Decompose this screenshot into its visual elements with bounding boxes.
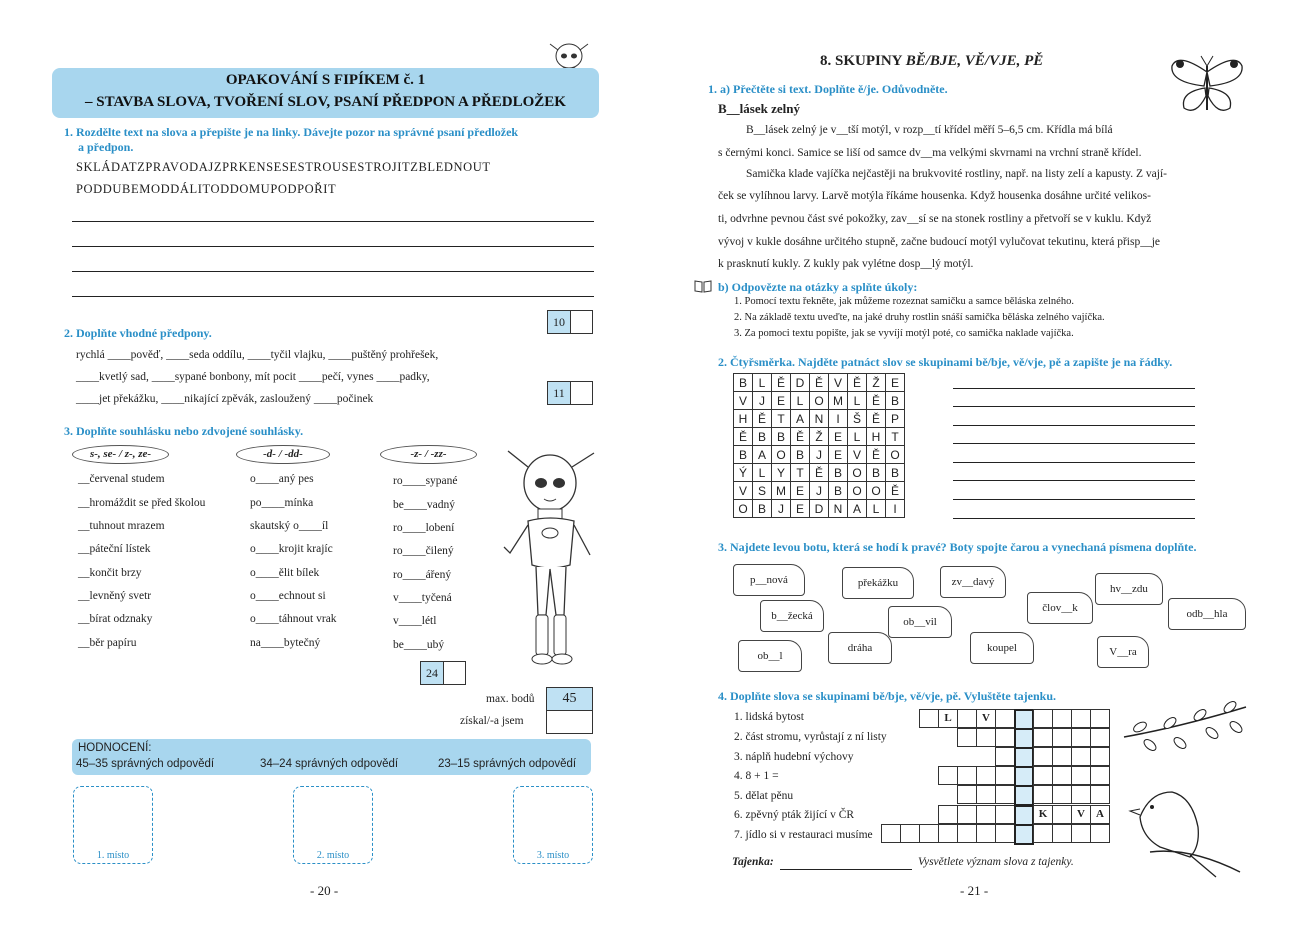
crossword-cell[interactable] <box>1071 785 1091 804</box>
answer-line[interactable] <box>72 246 594 247</box>
grid-cell[interactable]: O <box>734 500 753 518</box>
crossword-cell[interactable] <box>938 766 958 785</box>
grid-cell[interactable]: Ž <box>867 374 886 392</box>
task3-label: 3. Najdete levou botu, která se hodí k pravé? Boty spojte čarou a vynechaná písmena doplňte. <box>718 540 1197 554</box>
crossword-cell[interactable] <box>919 824 939 843</box>
task1b-label: b) Odpovězte na otázky a splňte úkoly: <box>718 280 918 294</box>
grid-cell[interactable]: Ě <box>867 410 886 428</box>
title-plain: 8. SKUPINY <box>820 53 906 69</box>
list-item: ro____lobení <box>393 522 455 534</box>
crossword-cell[interactable] <box>1090 824 1110 843</box>
paragraph-line: ček se vylíhnou larvy. Larvě motýla říkáme housenka. Když housenka dosáhne určité velikos- <box>718 190 1151 202</box>
crossword-cell[interactable] <box>957 824 977 843</box>
question-item: 2. Na základě textu uveďte, na jaké druhy rostlin snáší samička běláska zelného vajíčka. <box>734 312 1105 323</box>
shoe-card[interactable]: b__žecká <box>760 600 824 632</box>
paragraph-line: vývoj v kukle dosáhne určitého stupně, začne budoucí motýl vylučovat tekutinu, která přisp__je <box>718 236 1161 248</box>
tajenka-cell[interactable] <box>1014 785 1034 806</box>
tajenka-cell[interactable] <box>1014 747 1034 768</box>
grid-cell[interactable]: L <box>848 428 867 446</box>
earned-points-label: získal/-a jsem <box>460 715 524 727</box>
grid-cell[interactable]: Ě <box>772 374 791 392</box>
tajenka-cell[interactable] <box>1014 709 1034 730</box>
rule-pill: -d- / -dd- <box>236 445 330 464</box>
crossword-cell[interactable] <box>1090 785 1110 804</box>
grid-cell[interactable]: O <box>810 392 829 410</box>
place-label: 1. místo <box>96 850 130 861</box>
place-box-1[interactable] <box>73 786 153 864</box>
list-item: __levněný svetr <box>78 590 152 602</box>
grid-row <box>734 392 905 410</box>
task3-label: 3. Doplňte souhlásku nebo zdvojené souhlásky. <box>64 424 304 438</box>
shoe-card[interactable]: koupel <box>970 632 1034 664</box>
crossword-cell[interactable] <box>976 728 996 747</box>
list-item: o____ělit bílek <box>250 567 320 579</box>
grid-row <box>734 410 905 428</box>
grid-cell[interactable]: A <box>848 500 867 518</box>
crossword-cell[interactable] <box>1033 709 1053 728</box>
crossword-cell[interactable] <box>976 766 996 785</box>
crossword-cell[interactable] <box>1090 709 1110 728</box>
crossword-cell[interactable] <box>957 709 977 728</box>
grid-cell[interactable]: N <box>810 410 829 428</box>
list-item: ro____ářený <box>393 569 452 581</box>
crossword-cell[interactable] <box>957 766 977 785</box>
grid-cell[interactable]: B <box>734 374 753 392</box>
answer-line[interactable] <box>72 296 594 297</box>
grid-cell[interactable]: B <box>791 446 810 464</box>
grid-cell[interactable]: M <box>772 482 791 500</box>
shoe-card[interactable]: ob__vil <box>888 606 952 638</box>
grid-cell[interactable]: Ě <box>734 428 753 446</box>
grid-cell[interactable]: B <box>867 464 886 482</box>
grid-cell[interactable]: T <box>791 464 810 482</box>
rule-pill: -z- / -zz- <box>380 445 477 464</box>
crossword-cell[interactable] <box>995 785 1015 804</box>
task2-score-box <box>547 381 593 405</box>
crossword-cell[interactable] <box>1033 747 1053 766</box>
grid-cell[interactable]: A <box>791 410 810 428</box>
grid-cell[interactable]: B <box>753 428 772 446</box>
crossword-cell[interactable] <box>957 785 977 804</box>
place-box-3[interactable] <box>513 786 593 864</box>
evaluation-item: 34–24 správných odpovědí <box>260 758 399 770</box>
shoe-card[interactable]: člov__k <box>1027 592 1093 624</box>
crossword-cell[interactable] <box>957 805 977 824</box>
bird-on-branch-icon <box>1120 697 1250 882</box>
task2-score: 11 <box>548 382 571 404</box>
evaluation-item: 23–15 správných odpovědí <box>438 758 577 770</box>
place-box-2[interactable] <box>293 786 373 864</box>
clue-item: 6. zpěvný pták žijící v ČR <box>734 809 855 821</box>
grid-cell[interactable]: V <box>734 482 753 500</box>
grid-cell[interactable]: V <box>848 446 867 464</box>
crossword-cell[interactable] <box>1052 805 1072 824</box>
crossword-cell[interactable] <box>1033 766 1053 785</box>
task1-label: 1. Rozdělte text na slova a přepište je na linky. Dávejte pozor na správné psaní předložek <box>64 125 519 139</box>
crossword-cell-letter: K <box>1033 805 1053 824</box>
shoe-card[interactable]: zv__davý <box>940 566 1006 598</box>
list-item: __běr papíru <box>78 637 137 649</box>
list-item: __končit brzy <box>78 567 142 579</box>
grid-cell[interactable]: E <box>829 446 848 464</box>
clue-item: 3. náplň hudební výchovy <box>734 751 854 763</box>
grid-cell[interactable]: O <box>772 446 791 464</box>
evaluation-title: HODNOCENÍ: <box>78 742 152 754</box>
grid-cell[interactable]: E <box>886 374 905 392</box>
crossword-cell[interactable] <box>1071 709 1091 728</box>
grid-cell[interactable]: E <box>791 482 810 500</box>
answer-line[interactable] <box>953 480 1195 481</box>
crossword-cell[interactable] <box>1071 728 1091 747</box>
paragraph-line: s černými konci. Samice se liší od samce dv__ma velkými skvrnami na vrchní straně křídel. <box>718 147 1142 159</box>
answer-line[interactable] <box>72 221 594 222</box>
tajenka-label: Tajenka: <box>732 856 774 868</box>
grid-cell[interactable]: O <box>848 482 867 500</box>
fipik-figure-icon <box>498 445 608 670</box>
grid-cell[interactable]: O <box>886 446 905 464</box>
crossword-cell[interactable] <box>1052 824 1072 843</box>
grid-cell[interactable]: L <box>753 464 772 482</box>
tajenka-hint: Vysvětlete význam slova z tajenky. <box>918 856 1074 868</box>
crossword-cell[interactable] <box>995 824 1015 843</box>
task2-label: 2. Čtyřsměrka. Najděte patnáct slov se skupinami bě/bje, vě/vje, pě a zapište je na řádky. <box>718 355 1173 369</box>
crossword-cell[interactable] <box>1090 747 1110 766</box>
crossword-cell[interactable] <box>957 728 977 747</box>
grid-cell[interactable]: Ě <box>753 410 772 428</box>
max-points-label: max. bodů <box>486 693 535 705</box>
shoe-card[interactable]: překážku <box>842 567 914 599</box>
grid-row <box>734 428 905 446</box>
crossword-cell[interactable] <box>1033 728 1053 747</box>
grid-cell[interactable]: Ý <box>734 464 753 482</box>
grid-cell[interactable]: B <box>886 392 905 410</box>
list-item: o____echnout si <box>250 590 326 602</box>
grid-cell[interactable]: B <box>829 464 848 482</box>
clue-item: 7. jídlo si v restauraci musíme <box>734 829 873 841</box>
list-item: na____bytečný <box>250 637 321 649</box>
grid-cell[interactable]: P <box>886 410 905 428</box>
answer-line[interactable] <box>953 406 1195 407</box>
shoe-card[interactable]: p__nová <box>733 564 805 596</box>
task1-text-line2: PODDUBEMODDÁLITODDOMUPODPOŘIT <box>76 182 337 196</box>
list-item: __hromáždit se před školou <box>78 497 206 509</box>
crossword-cell[interactable] <box>1071 766 1091 785</box>
tajenka-cell[interactable] <box>1014 805 1034 826</box>
page-title <box>820 53 1043 70</box>
grid-cell[interactable]: E <box>772 392 791 410</box>
answer-line[interactable] <box>953 499 1195 500</box>
list-item: be____ubý <box>393 639 445 651</box>
crossword-cell[interactable] <box>1071 747 1091 766</box>
crossword-cell[interactable] <box>938 805 958 824</box>
grid-cell[interactable]: L <box>753 374 772 392</box>
task1-score: 10 <box>548 311 571 333</box>
page-title: OPAKOVÁNÍ S FIPÍKEM č. 1 <box>225 72 426 88</box>
paragraph-line: B__lásek zelný je v__tší motýl, v rozp__tí křídel měří 5–6,5 cm. Křídla má bílá <box>746 124 1113 136</box>
crossword-cell[interactable] <box>1052 747 1072 766</box>
grid-cell[interactable]: E <box>829 428 848 446</box>
grid-row <box>734 464 905 482</box>
clue-item: 1. lidská bytost <box>734 711 804 723</box>
place-label: 2. místo <box>316 850 350 861</box>
grid-cell[interactable]: V <box>734 392 753 410</box>
evaluation-item: 45–35 správných odpovědí <box>76 758 215 770</box>
grid-cell[interactable]: Y <box>772 464 791 482</box>
book-icon <box>694 280 712 293</box>
question-item: 1. Pomocí textu řekněte, jak můžeme rozeznat samičku a samce běláska zelného. <box>734 296 1074 307</box>
grid-cell[interactable]: J <box>753 392 772 410</box>
paragraph-line: ti, odvrhne pevnou část své pokožky, zav__sí se na stonek rostliny a přetvoří se v kuklu. Když <box>718 213 1152 225</box>
clue-item: 4. 8 + 1 = <box>734 770 779 782</box>
crossword-cell[interactable] <box>1071 824 1091 843</box>
grid-cell[interactable]: O <box>848 464 867 482</box>
list-item: o____krojit krajíc <box>250 543 333 555</box>
crossword-cell[interactable] <box>1052 728 1072 747</box>
list-item: v____létl <box>393 615 437 627</box>
grid-cell[interactable]: D <box>810 500 829 518</box>
crossword-cell[interactable] <box>1090 728 1110 747</box>
crossword-cell[interactable] <box>1052 766 1072 785</box>
question-item: 3. Za pomoci textu popište, jak se vyvíjí motýl poté, co samička naklade vajíčka. <box>734 328 1074 339</box>
task2-line2: ____kvetlý sad, ____sypané bonbony, mít pocit ____pečí, vynes ____padky, <box>76 371 430 383</box>
crossword-cell[interactable] <box>1033 785 1053 804</box>
task3-score: 24 <box>421 662 444 684</box>
crossword-cell[interactable] <box>995 766 1015 785</box>
rule-pill: s-, se- / z-, ze- <box>72 445 169 464</box>
clue-item: 5. dělat pěnu <box>734 790 794 802</box>
tajenka-cell[interactable] <box>1014 728 1034 749</box>
crossword-cell[interactable] <box>919 709 939 728</box>
list-item: __červenal studem <box>78 473 165 485</box>
crossword-cell[interactable] <box>881 824 901 843</box>
shoe-card[interactable]: hv__zdu <box>1095 573 1163 605</box>
list-item: po____mínka <box>250 497 314 509</box>
shoe-card[interactable]: ob__l <box>738 640 802 672</box>
task1-text-line1: SKLÁDATZPRAVODAJZPRKENSESESTROUSESTROJITZBLEDNOUT <box>76 160 491 174</box>
grid-cell[interactable]: J <box>772 500 791 518</box>
grid-cell[interactable]: M <box>829 392 848 410</box>
grid-cell[interactable]: J <box>810 446 829 464</box>
grid-cell[interactable]: Ě <box>848 374 867 392</box>
crossword-cell[interactable] <box>995 805 1015 824</box>
shoe-card[interactable]: V__ra <box>1097 636 1149 668</box>
crossword-cell[interactable] <box>976 805 996 824</box>
crossword-cell[interactable] <box>995 728 1015 747</box>
list-item: __bírat odznaky <box>78 613 153 625</box>
list-item: skautský o____íl <box>250 520 329 532</box>
clue-item: 2. část stromu, vyrůstají z ní listy <box>734 731 887 743</box>
grid-cell[interactable]: Ě <box>810 374 829 392</box>
answer-line[interactable] <box>72 271 594 272</box>
place-label: 3. místo <box>536 850 570 861</box>
task1-label-cont: a předpon. <box>78 140 134 154</box>
crossword-cell-letter: L <box>938 709 958 728</box>
title-italic: BĚ/BJE, VĚ/VJE, PĚ <box>905 53 1044 69</box>
crossword-cell[interactable] <box>1090 766 1110 785</box>
task3-score-box <box>420 661 466 685</box>
page-number: - 20 - <box>310 883 339 898</box>
grid-cell[interactable]: Ě <box>867 446 886 464</box>
crossword-cell[interactable] <box>995 709 1015 728</box>
tajenka-cell[interactable] <box>1014 824 1034 845</box>
crossword-cell[interactable] <box>1033 824 1053 843</box>
grid-row <box>734 374 905 392</box>
crossword-cell[interactable] <box>1052 709 1072 728</box>
task4-label: 4. Doplňte slova se skupinami bě/bje, vě/vje, pě. Vyluštěte tajenku. <box>718 689 1057 703</box>
grid-cell[interactable]: B <box>772 428 791 446</box>
grid-cell[interactable]: Ě <box>886 482 905 500</box>
word-search-grid <box>733 373 905 518</box>
page-number: - 21 - <box>960 883 989 898</box>
shoe-card[interactable]: dráha <box>828 632 892 664</box>
list-item: be____vadný <box>393 499 455 511</box>
tajenka-answer-line[interactable] <box>780 869 912 870</box>
grid-row <box>734 500 905 518</box>
grid-cell[interactable]: E <box>791 500 810 518</box>
grid-cell[interactable]: V <box>829 374 848 392</box>
task2-line1: rychlá ____pověď, ____seda oddílu, ____tyčil vlajku, ____puštěný prohřešek, <box>76 349 439 361</box>
grid-cell[interactable]: Š <box>848 410 867 428</box>
max-points-value: 45 <box>546 687 593 711</box>
paragraph-line: k prasknutí kukly. Z kukly pak vylétne dosp__lý motýl. <box>718 258 974 270</box>
answer-line[interactable] <box>953 443 1195 444</box>
grid-cell[interactable]: B <box>753 500 772 518</box>
answer-line[interactable] <box>953 388 1195 389</box>
grid-cell[interactable]: B <box>734 446 753 464</box>
grid-cell[interactable]: B <box>886 464 905 482</box>
crossword-cell[interactable] <box>900 824 920 843</box>
grid-cell[interactable]: Ž <box>810 428 829 446</box>
list-item: __páteční lístek <box>78 543 151 555</box>
task2-line3: ____jet překážku, ____nikající zpěvák, zasloužený ____počinek <box>76 393 374 405</box>
crossword-cell-letter: V <box>1071 805 1091 824</box>
list-item: o____táhnout vrak <box>250 613 337 625</box>
grid-cell[interactable]: O <box>867 482 886 500</box>
crossword-cell-letter: A <box>1090 805 1110 824</box>
text-title: B__lásek zelný <box>718 101 800 116</box>
shoe-card[interactable]: odb__hla <box>1168 598 1246 630</box>
grid-cell[interactable]: L <box>848 392 867 410</box>
grid-cell[interactable]: L <box>791 392 810 410</box>
paragraph-line: Samička klade vajíčka nejčastěji na brukvovité rostliny, např. na listy zelí a kapusty. Z vají- <box>746 168 1168 180</box>
grid-cell[interactable]: L <box>867 500 886 518</box>
list-item: __tuhnout mrazem <box>78 520 165 532</box>
crossword-cell[interactable] <box>938 824 958 843</box>
task2-label: 2. Doplňte vhodné předpony. <box>64 326 212 340</box>
grid-cell[interactable]: T <box>772 410 791 428</box>
task1-score-box <box>547 310 593 334</box>
grid-cell[interactable]: Ě <box>810 464 829 482</box>
grid-cell[interactable]: D <box>791 374 810 392</box>
grid-cell[interactable]: I <box>886 500 905 518</box>
crossword-cell[interactable] <box>995 747 1015 766</box>
tajenka-cell[interactable] <box>1014 766 1034 787</box>
grid-cell[interactable]: T <box>886 428 905 446</box>
task1a-label: 1. a) Přečtěte si text. Doplňte ě/je. Odůvodněte. <box>708 82 948 96</box>
grid-row <box>734 482 905 500</box>
grid-cell[interactable]: S <box>753 482 772 500</box>
answer-line[interactable] <box>953 462 1195 463</box>
list-item: ro____čilený <box>393 545 454 557</box>
page-subtitle: – STAVBA SLOVA, TVOŘENÍ SLOV, PSANÍ PŘEDPON A PŘEDLOŽEK <box>85 94 566 110</box>
grid-cell[interactable]: A <box>753 446 772 464</box>
list-item: ro____sypané <box>393 475 458 487</box>
grid-cell[interactable]: B <box>829 482 848 500</box>
crossword-cell[interactable] <box>1052 785 1072 804</box>
grid-cell[interactable]: J <box>810 482 829 500</box>
grid-cell[interactable]: N <box>829 500 848 518</box>
grid-cell[interactable]: H <box>734 410 753 428</box>
grid-row <box>734 446 905 464</box>
grid-cell[interactable]: H <box>867 428 886 446</box>
crossword-cell[interactable] <box>976 785 996 804</box>
list-item: v____tyčená <box>393 592 452 604</box>
butterfly-icon <box>1168 52 1246 118</box>
list-item: o____aný pes <box>250 473 314 485</box>
answer-line[interactable] <box>953 518 1195 519</box>
grid-cell[interactable]: Ě <box>791 428 810 446</box>
crossword-cell[interactable] <box>976 824 996 843</box>
crossword-cell-letter: V <box>976 709 996 728</box>
earned-points-field[interactable] <box>546 710 593 734</box>
grid-cell[interactable]: Ě <box>867 392 886 410</box>
answer-line[interactable] <box>953 425 1195 426</box>
grid-cell[interactable]: I <box>829 410 848 428</box>
